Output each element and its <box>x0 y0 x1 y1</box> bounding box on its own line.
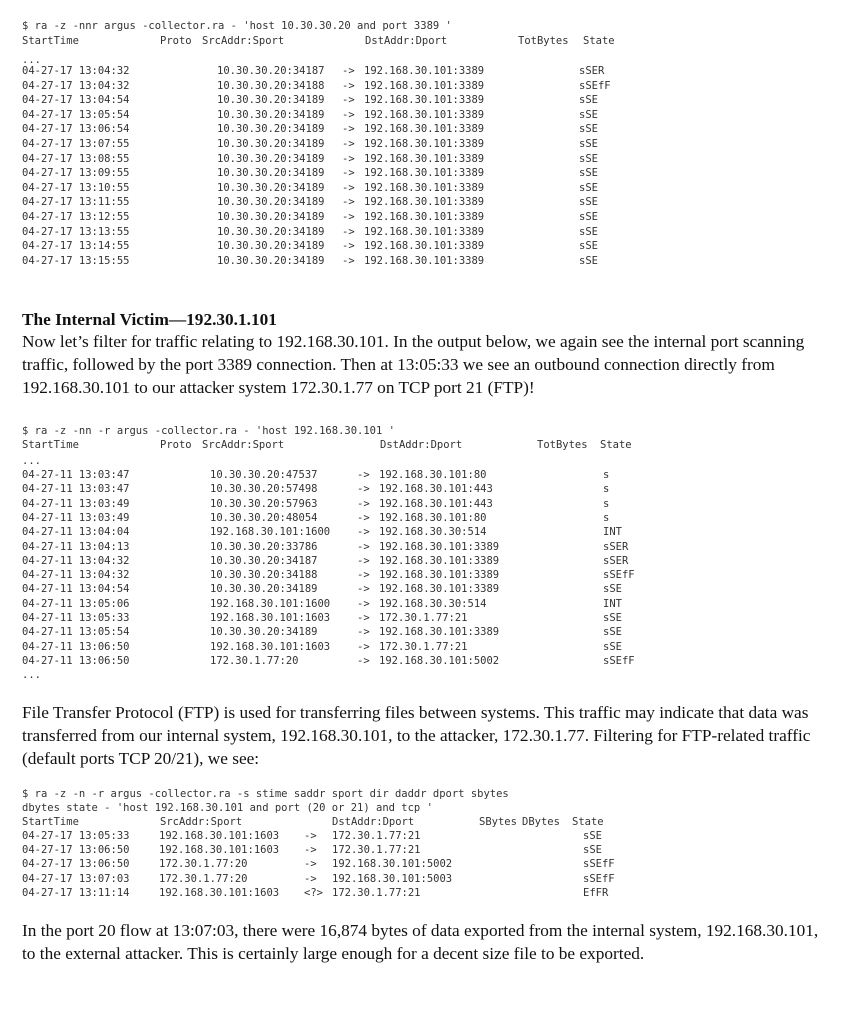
cell-dstaddr: 192.168.30.101:3389 <box>364 225 485 238</box>
cell-dir: -> <box>357 483 370 496</box>
cell-dstaddr: 192.168.30.101:3389 <box>364 108 485 121</box>
ellipsis: ... <box>22 54 41 66</box>
cell-starttime: 04-27-17 13:04:32 <box>22 79 130 92</box>
cell-starttime: 04-27-11 13:04:13 <box>22 540 130 553</box>
cell-dstaddr: 192.168.30.101:3389 <box>364 240 485 253</box>
header-srcaddr: SrcAddr:Sport <box>202 35 285 47</box>
cell-dir: -> <box>357 654 370 667</box>
cell-dstaddr: 192.168.30.101:80 <box>379 469 487 481</box>
cell-state: sSEfF <box>579 79 611 92</box>
cell-dir: -> <box>304 830 317 842</box>
cell-starttime: 04-27-17 13:15:55 <box>22 254 130 267</box>
cell-dir: -> <box>357 640 370 653</box>
cell-srcaddr: 192.168.30.101:1603 <box>159 830 280 842</box>
cell-starttime: 04-27-17 13:07:03 <box>22 872 130 885</box>
command-line: $ ra -z -nn -r argus -collector.ra - 'host 192.168.30.101 ' <box>22 425 395 437</box>
cell-dstaddr: 192.168.30.101:3389 <box>364 79 485 92</box>
header-srcaddr: SrcAddr:Sport <box>160 816 243 828</box>
cell-srcaddr: 10.30.30.20:34189 <box>217 138 325 150</box>
cell-state: s <box>603 483 610 496</box>
cell-starttime: 04-27-11 13:04:54 <box>22 583 130 596</box>
cell-dir: -> <box>342 240 355 253</box>
cell-srcaddr: 10.30.30.20:34189 <box>217 225 325 238</box>
column-headers <box>22 438 632 452</box>
cell-state: sSE <box>583 844 602 857</box>
cell-srcaddr: 10.30.30.20:34188 <box>217 79 325 92</box>
cell-dstaddr: 192.168.30.101:5002 <box>379 654 500 667</box>
column-headers <box>22 34 615 48</box>
cell-starttime: 04-27-17 13:11:14 <box>22 886 130 899</box>
header-dstaddr: DstAddr:Dport <box>332 816 415 828</box>
cell-srcaddr: 192.168.30.101:1603 <box>159 886 280 899</box>
cell-dir: -> <box>357 554 370 567</box>
cell-srcaddr: 192.168.30.101:1603 <box>210 640 331 653</box>
cell-dir: -> <box>357 540 370 553</box>
cell-dir: <?> <box>304 886 323 899</box>
cell-srcaddr: 192.168.30.101:1603 <box>210 612 331 624</box>
cell-state: sSEfF <box>583 872 615 885</box>
cell-starttime: 04-27-17 13:06:50 <box>22 858 130 871</box>
header-starttime: StartTime <box>22 35 79 47</box>
cell-dstaddr: 192.168.30.101:3389 <box>364 254 485 267</box>
cell-state: EfFR <box>583 886 609 899</box>
cell-srcaddr: 10.30.30.20:34189 <box>217 240 325 253</box>
cell-state: sSE <box>603 612 622 624</box>
cell-starttime: 04-27-11 13:06:50 <box>22 654 130 667</box>
cell-starttime: 04-27-17 13:14:55 <box>22 240 130 253</box>
cell-starttime: 04-27-11 13:04:32 <box>22 554 130 567</box>
header-starttime: StartTime <box>22 816 79 828</box>
header-srcaddr: SrcAddr:Sport <box>202 439 285 451</box>
cell-starttime: 04-27-11 13:03:47 <box>22 483 130 496</box>
cell-srcaddr: 172.30.1.77:20 <box>159 858 248 871</box>
cell-starttime: 04-27-17 13:07:55 <box>22 138 130 150</box>
cell-starttime: 04-27-17 13:08:55 <box>22 152 130 165</box>
cell-srcaddr: 10.30.30.20:34188 <box>210 569 318 582</box>
cell-srcaddr: 10.30.30.20:34189 <box>217 254 325 267</box>
cell-starttime: 04-27-17 13:10:55 <box>22 181 130 194</box>
cell-starttime: 04-27-11 13:03:49 <box>22 511 130 524</box>
cell-state: sSEfF <box>583 858 615 871</box>
cell-state: sSE <box>579 225 598 238</box>
cell-state: s <box>603 511 610 524</box>
cell-dir: -> <box>342 152 355 165</box>
cell-starttime: 04-27-17 13:05:54 <box>22 108 130 121</box>
command-line-1: $ ra -z -n -r argus -collector.ra -s stime saddr sport dir daddr dport sbytes <box>22 788 509 800</box>
cell-dir: -> <box>304 858 317 871</box>
cell-srcaddr: 10.30.30.20:57498 <box>210 483 318 496</box>
cell-dir: -> <box>342 181 355 194</box>
cell-starttime: 04-27-17 13:06:50 <box>22 844 130 857</box>
argus-output-block-3 <box>22 787 822 899</box>
ellipsis: ... <box>22 455 41 467</box>
cell-state: sSE <box>603 640 622 653</box>
command-line-2: dbytes state - 'host 192.168.30.101 and port (20 or 21) and tcp ' <box>22 802 433 814</box>
cell-dstaddr: 192.168.30.101:3389 <box>379 583 500 596</box>
header-proto: Proto <box>160 439 192 451</box>
cell-starttime: 04-27-17 13:06:54 <box>22 123 130 136</box>
cell-dir: -> <box>357 497 370 510</box>
cell-dstaddr: 192.168.30.101:3389 <box>379 569 500 582</box>
cell-srcaddr: 10.30.30.20:34189 <box>210 626 318 639</box>
cell-srcaddr: 172.30.1.77:20 <box>210 654 299 667</box>
cell-state: sSE <box>579 240 598 253</box>
cell-dstaddr: 192.168.30.101:3389 <box>364 152 485 165</box>
cell-state: sSE <box>579 94 598 107</box>
cell-state: sSE <box>579 254 598 267</box>
cell-starttime: 04-27-17 13:11:55 <box>22 196 130 209</box>
cell-dstaddr: 172.30.1.77:21 <box>332 886 421 899</box>
command-line: $ ra -z -nnr argus -collector.ra - 'host 10.30.30.20 and port 3389 ' <box>22 20 452 32</box>
cell-starttime: 04-27-11 13:05:33 <box>22 612 130 624</box>
cell-dir: -> <box>342 108 355 121</box>
cell-dir: -> <box>357 626 370 639</box>
cell-starttime: 04-27-17 13:13:55 <box>22 225 130 238</box>
cell-starttime: 04-27-11 13:04:32 <box>22 569 130 582</box>
cell-dir: -> <box>357 511 370 524</box>
cell-srcaddr: 10.30.30.20:33786 <box>210 540 318 553</box>
cell-state: sSE <box>579 167 598 180</box>
cell-state: sSE <box>583 830 602 842</box>
cell-state: sSER <box>603 554 629 567</box>
cell-dstaddr: 192.168.30.101:5003 <box>332 872 453 885</box>
cell-srcaddr: 10.30.30.20:34189 <box>217 152 325 165</box>
header-state: State <box>583 35 615 47</box>
cell-dir: -> <box>357 583 370 596</box>
cell-dstaddr: 172.30.1.77:21 <box>379 612 468 624</box>
cell-dir: -> <box>342 167 355 180</box>
cell-state: sSER <box>603 540 629 553</box>
cell-starttime: 04-27-11 13:05:06 <box>22 597 130 610</box>
cell-dir: -> <box>304 844 317 857</box>
cell-starttime: 04-27-11 13:04:04 <box>22 526 130 539</box>
trailing-ellipsis: ... <box>22 669 41 681</box>
cell-dstaddr: 192.168.30.101:443 <box>379 497 493 510</box>
header-totbytes: TotBytes <box>537 439 588 451</box>
closing-paragraph: In the port 20 flow at 13:07:03, there were 16,874 bytes of data exported from the internal system, 192.168.30.101, to the external attacker. This is certainly large enough for a decent size file to be exported. <box>22 921 819 963</box>
cell-dstaddr: 192.168.30.101:3389 <box>379 626 500 639</box>
cell-dstaddr: 192.168.30.101:5002 <box>332 858 453 871</box>
cell-dstaddr: 192.168.30.101:3389 <box>364 211 485 223</box>
cell-state: sSE <box>579 123 598 136</box>
cell-state: sSE <box>603 626 622 639</box>
cell-srcaddr: 10.30.30.20:34189 <box>217 108 325 121</box>
cell-dstaddr: 192.168.30.101:3389 <box>364 196 485 209</box>
cell-dir: -> <box>357 597 370 610</box>
cell-state: sSE <box>579 211 598 223</box>
cell-dir: -> <box>342 138 355 150</box>
cell-state: sSER <box>579 65 605 77</box>
argus-output-block-2 <box>22 424 822 686</box>
cell-dir: -> <box>342 94 355 107</box>
cell-dstaddr: 192.168.30.101:3389 <box>364 94 485 107</box>
cell-srcaddr: 10.30.30.20:34189 <box>217 123 325 136</box>
cell-dir: -> <box>342 196 355 209</box>
cell-state: s <box>603 469 610 481</box>
cell-starttime: 04-27-17 13:05:33 <box>22 830 130 842</box>
header-sbytes: SBytes <box>479 816 517 828</box>
cell-dstaddr: 192.168.30.30:514 <box>379 597 487 610</box>
cell-dir: -> <box>342 65 355 77</box>
cell-state: s <box>603 497 610 510</box>
cell-starttime: 04-27-11 13:03:49 <box>22 497 130 510</box>
cell-dstaddr: 172.30.1.77:21 <box>379 640 468 653</box>
cell-dir: -> <box>342 211 355 223</box>
cell-dir: -> <box>357 612 370 624</box>
cell-state: sSE <box>579 108 598 121</box>
cell-dir: -> <box>342 79 355 92</box>
victim-paragraph: Now let’s filter for traffic relating to 192.168.30.101. In the output below, we again see the internal port scanning traffic, followed by the port 3389 connection. Then at 13:05:33 we see an outbound connection directly from 192.168.30.101 to our attacker system 172.30.1.77 on TCP port 21 (FTP)! <box>22 332 805 397</box>
cell-dstaddr: 192.168.30.101:443 <box>379 483 493 496</box>
cell-srcaddr: 10.30.30.20:34189 <box>217 196 325 209</box>
header-dbytes: DBytes <box>522 816 560 828</box>
cell-dstaddr: 192.168.30.101:3389 <box>364 123 485 136</box>
cell-dstaddr: 192.168.30.30:514 <box>379 526 487 539</box>
cell-dstaddr: 192.168.30.101:3389 <box>379 540 500 553</box>
cell-dir: -> <box>342 123 355 136</box>
ftp-paragraph: File Transfer Protocol (FTP) is used for transferring files between systems. This traffic may indicate that data was transferred from our internal system, 192.168.30.101, to the attacker, 172.30.1.77. Filtering for FTP-related traffic (default ports TCP 20/21), we see: <box>22 703 811 768</box>
header-proto: Proto <box>160 35 192 47</box>
cell-state: sSE <box>579 138 598 150</box>
header-dstaddr: DstAddr:Dport <box>365 35 448 47</box>
cell-dstaddr: 192.168.30.101:80 <box>379 511 487 524</box>
cell-srcaddr: 172.30.1.77:20 <box>159 872 248 885</box>
cell-dstaddr: 192.168.30.101:3389 <box>364 65 485 77</box>
cell-starttime: 04-27-17 13:09:55 <box>22 167 130 180</box>
header-state: State <box>572 816 604 828</box>
cell-dstaddr: 172.30.1.77:21 <box>332 830 421 842</box>
cell-state: sSE <box>579 152 598 165</box>
cell-state: sSE <box>579 196 598 209</box>
section-heading: The Internal Victim—192.30.1.101 <box>22 310 277 329</box>
header-state: State <box>600 439 632 451</box>
cell-srcaddr: 10.30.30.20:34189 <box>217 94 325 107</box>
cell-state: INT <box>603 597 622 610</box>
argus-output-block-1 <box>22 19 822 267</box>
cell-starttime: 04-27-17 13:04:32 <box>22 65 130 77</box>
cell-srcaddr: 10.30.30.20:34189 <box>217 181 325 194</box>
cell-srcaddr: 10.30.30.20:34189 <box>217 211 325 223</box>
header-totbytes: TotBytes <box>518 35 569 47</box>
cell-srcaddr: 192.168.30.101:1600 <box>210 526 331 539</box>
cell-dstaddr: 192.168.30.101:3389 <box>364 167 485 180</box>
cell-dstaddr: 192.168.30.101:3389 <box>364 181 485 194</box>
cell-dir: -> <box>304 872 317 885</box>
cell-srcaddr: 10.30.30.20:34187 <box>217 65 325 77</box>
cell-state: sSE <box>603 583 622 596</box>
cell-starttime: 04-27-17 13:12:55 <box>22 211 130 223</box>
cell-srcaddr: 10.30.30.20:34189 <box>217 167 325 180</box>
cell-state: sSE <box>579 181 598 194</box>
cell-starttime: 04-27-17 13:04:54 <box>22 94 130 107</box>
cell-dir: -> <box>357 569 370 582</box>
header-starttime: StartTime <box>22 439 79 451</box>
column-headers <box>22 815 604 829</box>
cell-srcaddr: 10.30.30.20:47537 <box>210 469 318 481</box>
cell-srcaddr: 10.30.30.20:34187 <box>210 554 318 567</box>
cell-dir: -> <box>357 469 370 481</box>
cell-srcaddr: 192.168.30.101:1600 <box>210 597 331 610</box>
cell-state: sSEfF <box>603 569 635 582</box>
cell-dstaddr: 172.30.1.77:21 <box>332 844 421 857</box>
header-dstaddr: DstAddr:Dport <box>380 439 463 451</box>
cell-state: INT <box>603 526 622 539</box>
cell-srcaddr: 10.30.30.20:48054 <box>210 511 318 524</box>
cell-dir: -> <box>342 225 355 238</box>
cell-starttime: 04-27-11 13:06:50 <box>22 640 130 653</box>
cell-srcaddr: 192.168.30.101:1603 <box>159 844 280 857</box>
cell-dstaddr: 192.168.30.101:3389 <box>364 138 485 150</box>
cell-starttime: 04-27-11 13:03:47 <box>22 469 130 481</box>
cell-state: sSEfF <box>603 654 635 667</box>
cell-dir: -> <box>357 526 370 539</box>
cell-starttime: 04-27-11 13:05:54 <box>22 626 130 639</box>
cell-srcaddr: 10.30.30.20:57963 <box>210 497 318 510</box>
cell-dir: -> <box>342 254 355 267</box>
cell-srcaddr: 10.30.30.20:34189 <box>210 583 318 596</box>
cell-dstaddr: 192.168.30.101:3389 <box>379 554 500 567</box>
